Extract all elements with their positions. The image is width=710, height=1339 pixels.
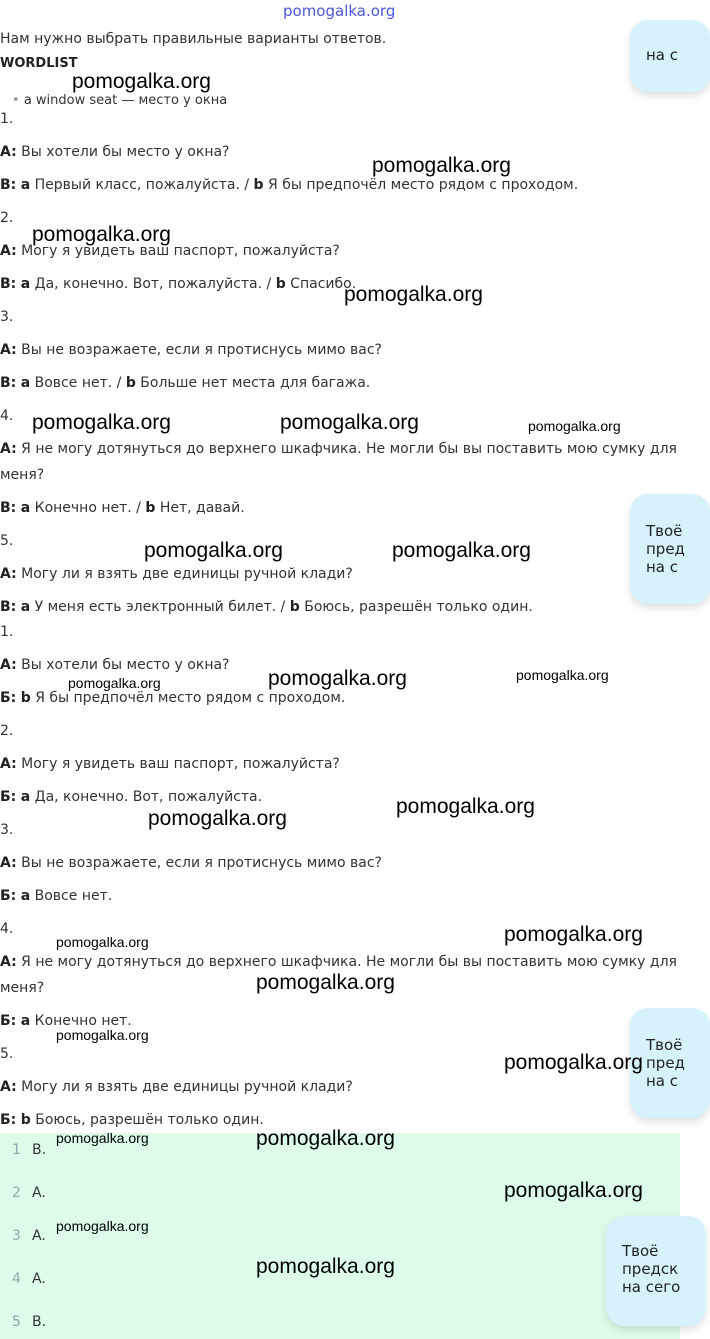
question-line: A: Могу я увидеть ваш паспорт, пожалуйста?: [0, 756, 340, 772]
answer-line: B: a У меня есть электронный билет. / b Боюсь, разрешён только один.: [0, 599, 533, 615]
item-number: 5.: [0, 533, 14, 549]
site-logo[interactable]: pomogalka.org: [283, 2, 396, 20]
bullet-icon: •: [12, 93, 20, 108]
watermark: pomogalka.org: [396, 795, 535, 818]
answer-line: Б: a Вовсе нет.: [0, 888, 113, 904]
answer-line: B: a Да, конечно. Вот, пожалуйста. / b Спасибо.: [0, 276, 357, 292]
answer-line: B: a Вовсе нет. / b Больше нет места для багажа.: [0, 375, 371, 391]
watermark: pomogalka.org: [256, 971, 395, 994]
watermark: pomogalka.org: [280, 411, 419, 434]
question-line: A: Я не могу дотянуться до верхнего шкафчика. Не могли бы вы поставить мою сумку для: [0, 441, 677, 457]
answer-line: Б: a Конечно нет.: [0, 1013, 132, 1029]
answer-row: 2 A.: [12, 1185, 46, 1201]
item-number: 1.: [0, 624, 14, 640]
watermark: pomogalka.org: [504, 1051, 643, 1074]
question-line: A: Вы хотели бы место у окна?: [0, 144, 230, 160]
question-line-cont: меня?: [0, 467, 45, 483]
item-number: 3.: [0, 309, 14, 325]
answer-row: 4 A.: [12, 1271, 46, 1287]
wordlist-title: WORDLIST: [0, 56, 78, 71]
watermark: pomogalka.org: [148, 807, 287, 830]
promo-bubble[interactable]: Твоё пред на с: [630, 1008, 710, 1118]
item-number: 4.: [0, 408, 14, 424]
watermark: pomogalka.org: [516, 667, 609, 683]
watermark: pomogalka.org: [372, 154, 511, 177]
promo-bubble[interactable]: Твоё пред на с: [630, 494, 710, 604]
question-line: A: Вы хотели бы место у окна?: [0, 657, 230, 673]
answer-row: 5 B.: [12, 1314, 47, 1330]
item-number: 4.: [0, 921, 14, 937]
question-line: A: Я не могу дотянуться до верхнего шкафчика. Не могли бы вы поставить мою сумку для: [0, 954, 677, 970]
answer-line: B: a Конечно нет. / b Нет, давай.: [0, 500, 245, 516]
answer-row: 3 A.: [12, 1228, 46, 1244]
promo-bubble[interactable]: Твоё предск на сего: [606, 1216, 706, 1326]
watermark: pomogalka.org: [68, 675, 161, 691]
watermark: pomogalka.org: [392, 539, 531, 562]
answer-line: Б: a Да, конечно. Вот, пожалуйста.: [0, 789, 263, 805]
watermark: pomogalka.org: [504, 923, 643, 946]
watermark: pomogalka.org: [268, 667, 407, 690]
watermark: pomogalka.org: [32, 411, 171, 434]
watermark: pomogalka.org: [32, 223, 171, 246]
question-line: A: Могу ли я взять две единицы ручной клади?: [0, 566, 353, 582]
item-number: 1.: [0, 111, 14, 127]
watermark: pomogalka.org: [72, 70, 211, 93]
item-number: 2.: [0, 723, 14, 739]
question-line: A: Могу я увидеть ваш паспорт, пожалуйста?: [0, 243, 340, 259]
watermark: pomogalka.org: [56, 934, 149, 950]
question-line-cont: меня?: [0, 980, 45, 996]
item-number: 2.: [0, 210, 14, 226]
answer-row: 1 B.: [12, 1142, 47, 1158]
answers-panel: [0, 1133, 680, 1339]
watermark: pomogalka.org: [256, 1255, 395, 1278]
question-line: A: Могу ли я взять две единицы ручной клади?: [0, 1079, 353, 1095]
item-number: 5.: [0, 1046, 14, 1062]
answer-line: B: a Первый класс, пожалуйста. / b Я бы предпочёл место рядом с проходом.: [0, 177, 579, 193]
watermark: pomogalka.org: [56, 1027, 149, 1043]
watermark: pomogalka.org: [56, 1130, 149, 1146]
watermark: pomogalka.org: [528, 418, 621, 434]
watermark: pomogalka.org: [56, 1218, 149, 1234]
question-line: A: Вы не возражаете, если я протиснусь мимо вас?: [0, 342, 382, 358]
answer-line: Б: b Боюсь, разрешён только один.: [0, 1112, 264, 1128]
watermark: pomogalka.org: [144, 539, 283, 562]
watermark: pomogalka.org: [256, 1127, 395, 1150]
item-number: 3.: [0, 822, 14, 838]
wordlist-item-text: a window seat — место у окна: [23, 93, 228, 108]
watermark: pomogalka.org: [504, 1179, 643, 1202]
promo-bubble[interactable]: на с: [630, 20, 710, 92]
question-line: A: Вы не возражаете, если я протиснусь мимо вас?: [0, 855, 382, 871]
wordlist-item: [12, 92, 227, 110]
watermark: pomogalka.org: [344, 283, 483, 306]
intro-text: Нам нужно выбрать правильные варианты ответов.: [0, 31, 387, 47]
answer-line: Б: b Я бы предпочёл место рядом с проходом.: [0, 690, 346, 706]
